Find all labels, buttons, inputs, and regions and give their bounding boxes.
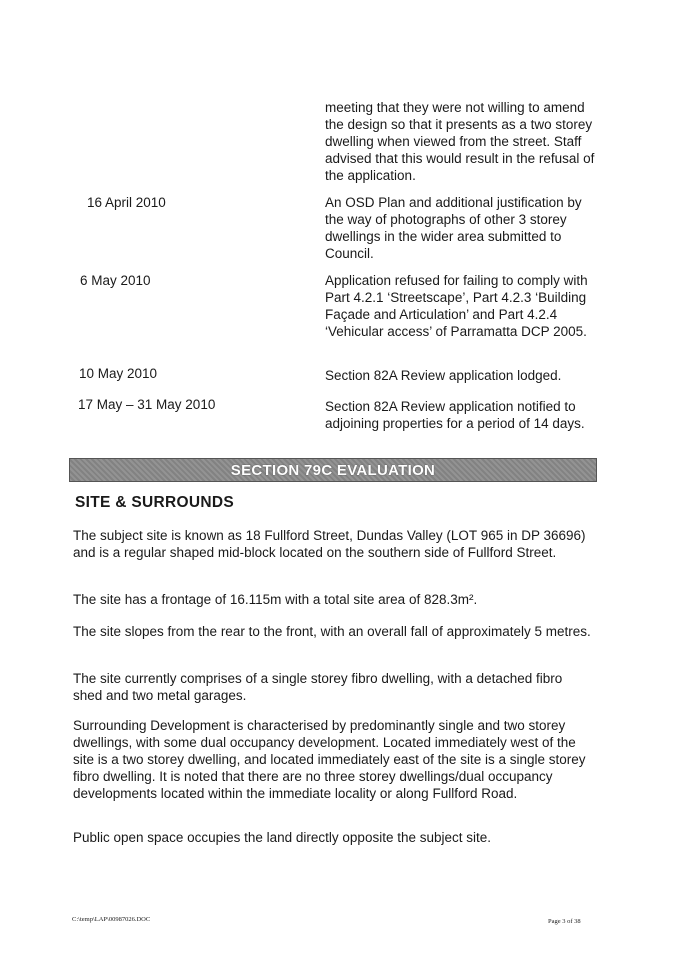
- timeline-date-3: 10 May 2010: [79, 366, 158, 381]
- timeline-date-2: 6 May 2010: [80, 273, 151, 288]
- paragraph-site-slope: The site slopes from the rear to the front, with an overall fall of approximately 5 metres.: [73, 624, 591, 639]
- section-heading: SITE & SURROUNDS: [75, 494, 234, 511]
- paragraph-open-space: Public open space occupies the land directly opposite the subject site.: [73, 830, 492, 845]
- paragraph-surrounding-development: Surrounding Development is characterised by predominantly single and two storey dwellings, with some dual occupancy development. Located immediately west of the site is a two storey dwelling, and located immediately east of the site is a single storey fibro dwelling. It is noted that there are no three storey dwellings/dual occupancy developments located within the immediate locality or along Fullford Road.: [73, 718, 586, 801]
- timeline-text-0: meeting that they were not willing to amend the design so that it presents as a two storey dwelling when viewed from the street. Staff advised that this would result in the refusal of the application.: [325, 100, 595, 183]
- timeline-text-4: Section 82A Review application notified to adjoining properties for a period of 14 days.: [325, 399, 585, 431]
- timeline-text-1: An OSD Plan and additional justification by the way of photographs of other 3 storey dwellings in the wider area submitted to Council.: [325, 195, 582, 261]
- timeline-date-1: 16 April 2010: [87, 195, 166, 210]
- section-title: SECTION 79C EVALUATION: [230, 461, 436, 479]
- timeline-date-4: 17 May – 31 May 2010: [78, 397, 216, 412]
- section-title-bar: [69, 458, 597, 482]
- footer-file-path: C:\temp\LAP\00987026.DOC: [72, 916, 151, 923]
- paragraph-site-frontage: The site has a frontage of 16.115m with a total site area of 828.3m².: [73, 592, 478, 607]
- timeline-text-3: Section 82A Review application lodged.: [325, 368, 562, 383]
- footer-page-number: Page 3 of 38: [548, 918, 581, 925]
- timeline-text-2: Application refused for failing to comply with Part 4.2.1 ‘Streetscape’, Part 4.2.3 ‘Building Façade and Articulation’ and Part 4.2.4 ‘Vehicular access’ of Parramatta DCP 2005.: [325, 273, 588, 339]
- paragraph-site-location: The subject site is known as 18 Fullford Street, Dundas Valley (LOT 965 in DP 36696) and is a regular shaped mid-block located on the southern side of Fullford Street.: [73, 528, 586, 560]
- paragraph-site-dwelling: The site currently comprises of a single storey fibro dwelling, with a detached fibro shed and two metal garages.: [73, 671, 563, 703]
